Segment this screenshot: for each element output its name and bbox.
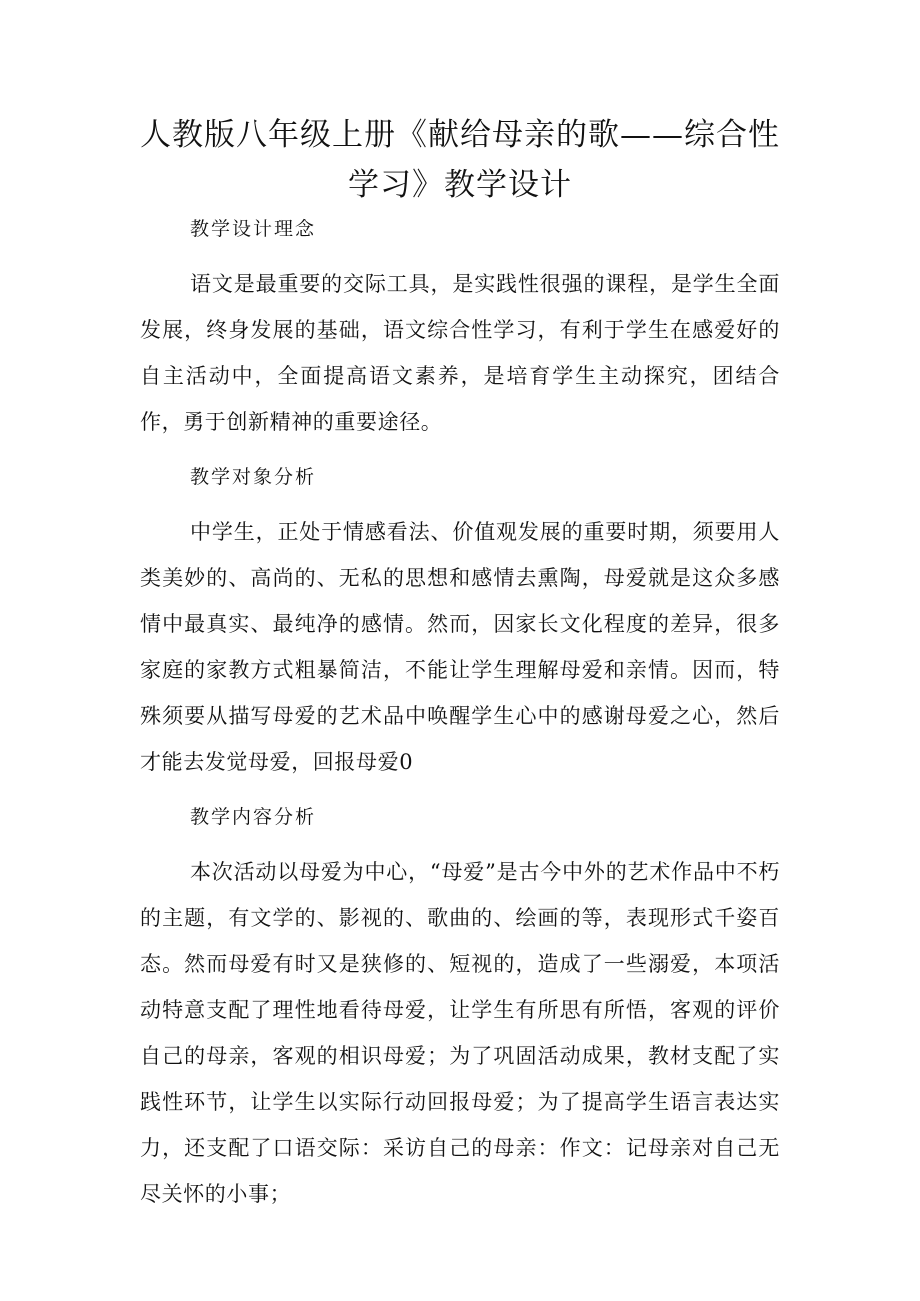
section-heading: 教学内容分析	[190, 806, 317, 828]
document-body	[140, 206, 780, 1226]
section-design-concept	[140, 206, 780, 445]
section-content-analysis	[140, 794, 780, 1217]
section-paragraph: 语文是最重要的交际工具，是实践性很强的课程，是学生全面发展，终身发展的基础，语文综合性学习，有利于学生在感爱好的自主活动中，全面提高语文素养，是培育学生主动探究，团结合作，勇于创新精神的重要途径。	[140, 272, 780, 434]
section-heading: 教学设计理念	[190, 218, 317, 240]
section-student-analysis	[140, 454, 780, 785]
section-paragraph: 本次活动以母爱为中心，“母爱”是古今中外的艺术作品中不朽的主题，有文学的、影视的、歌曲的、绘画的等，表现形式千姿百态。然而母爱有时又是狭修的、短视的，造成了一些溺爱，本项活动特意支配了理性地看待母爱，让学生有所思有所悟，客观的评价自己的母亲，客观的相识母爱；为了巩固活动成果，教材支配了实践性环节，让学生以实际行动回报母爱；为了提高学生语言表达实力，还支配了口语交际：采访自己的母亲：作文：记母亲对自己无尽关怀的小事；	[140, 860, 780, 1206]
section-paragraph: 中学生，正处于情感看法、价值观发展的重要时期，须要用人类美妙的、高尚的、无私的思想和感情去熏陶，母爱就是这众多感情中最真实、最纯净的感情。然而，因家长文化程度的差异，很多家庭的家教方式粗暴简洁，不能让学生理解母爱和亲情。因而，特殊须要从描写母爱的艺术品中唤醒学生心中的感谢母爱之心，然后才能去发觉母爱，回报母爱0	[140, 520, 780, 774]
section-heading: 教学对象分析	[190, 466, 317, 488]
document-title: 人教版八年级上册《献给母亲的歌——综合性学习》教学设计	[140, 117, 780, 203]
